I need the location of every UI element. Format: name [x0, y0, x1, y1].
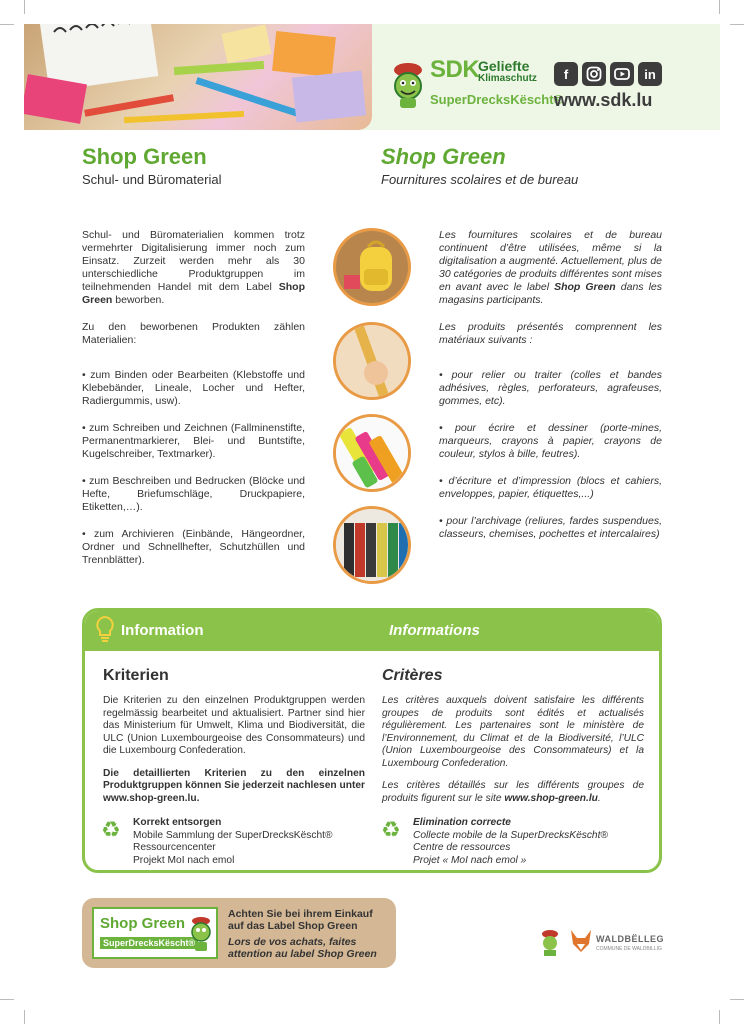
- shop-green-badge: [92, 907, 218, 959]
- fox-icon: [568, 926, 594, 956]
- badge-title: Shop Green: [100, 915, 186, 932]
- lightbulb-icon: [95, 615, 115, 645]
- brand-line1: Geliefte: [478, 58, 530, 74]
- bullet-de: • zum Binden oder Bearbeiten (Klebstoffe und Klebebänder, Lineale, Locher und Hefter, Radiergummis, usw).: [82, 369, 305, 407]
- crop-mark: [24, 1010, 25, 1024]
- ruler-photo: [333, 322, 411, 400]
- bullet-fr: • pour l’archivage (reliures, fardes suspendues, classeurs, chemises, pochettes et intercalaires): [439, 515, 662, 540]
- crop-mark: [0, 24, 14, 25]
- products-intro-de: Zu den beworbenen Produkten zählen Materialien:: [82, 321, 305, 346]
- info-label-de: Information: [121, 622, 204, 639]
- brand-short: SDK: [430, 56, 480, 83]
- criteria-text-fr: Les critères auxquels doivent satisfaire les différents groupes de produits sont édités et actualisés régulièrement. Les partenaires sont le ministère de l’Environnement, du Climat et de la Biodiversité, l’ULC (Union Luxembourgeoise des Consommateurs) et la Luxembourg Confederation. Les critères détaillés sur les différents groupes de produits figurent sur le site www.shop-green.lu.: [382, 695, 644, 804]
- brand-name: SuperDrecksKëscht®: [430, 92, 564, 107]
- backpack-photo: [333, 228, 411, 306]
- commune-sub: COMMUNE DE WALDBILLIG: [596, 946, 662, 952]
- badge-sub: SuperDrecksKëscht®: [100, 937, 198, 949]
- bullet-fr: • pour relier ou traiter (colles et bandes adhésives, règles, perforateurs, agrafeuses, gommes, etc).: [439, 369, 662, 407]
- recycle-icon: ♻: [381, 817, 401, 842]
- label-text-fr: Lors de vos achats, faites attention au label Shop Green: [228, 936, 377, 960]
- bullet-de: • zum Beschreiben und Bedrucken (Blöcke und Hefte, Briefumschläge, Druckpapiere, Etiketten,…).: [82, 475, 305, 513]
- mascot-icon: [188, 915, 214, 953]
- info-label-fr: Informations: [389, 622, 480, 639]
- crop-mark: [719, 0, 720, 14]
- intro-fr: Les fournitures scolaires et de bureau continuent d’être utilisées, même si la digitalisation a augmenté. Actuellement, plus de 30 catégories de produits différentes sont mises en avant avec le label Shop Green dans les magasins participants.: [439, 229, 662, 306]
- subtitle-fr: Fournitures scolaires et de bureau: [381, 172, 579, 187]
- crop-mark: [730, 24, 744, 25]
- criteria-heading-de: Kriterien: [103, 667, 169, 684]
- title-de: Shop Green: [82, 144, 207, 169]
- info-header: [85, 611, 659, 651]
- instagram-icon[interactable]: [582, 62, 606, 86]
- info-box: [82, 608, 662, 873]
- youtube-icon[interactable]: [610, 62, 634, 86]
- criteria-heading-fr: Critères: [382, 667, 443, 684]
- subtitle-de: Schul- und Büromaterial: [82, 172, 222, 187]
- brand-line2: Klimaschutz: [478, 73, 537, 84]
- sdk-mascot-icon: [536, 928, 564, 958]
- column-de: [82, 229, 305, 581]
- website-link[interactable]: www.sdk.lu: [554, 90, 653, 110]
- title-fr: Shop Green: [381, 144, 506, 169]
- crop-mark: [24, 0, 25, 14]
- column-fr: [439, 229, 662, 555]
- disposal-de: Korrekt entsorgen Mobile Sammlung der SuperDrecksKëscht® Ressourcencenter Projekt MoI nach emol: [133, 817, 333, 866]
- crop-mark: [0, 999, 14, 1000]
- bullet-fr: • pour écrire et dessiner (porte-mines, marqueurs, crayons à papier, crayons de couleur, stylos à bille, feutres).: [439, 422, 662, 460]
- facebook-icon[interactable]: f: [554, 62, 578, 86]
- header-photo: [24, 24, 372, 130]
- linkedin-icon[interactable]: in: [638, 62, 662, 86]
- binders-photo: [333, 506, 411, 584]
- criteria-text-de: Die Kriterien zu den einzelnen Produktgruppen werden regelmässig bearbeitet und aktualisiert. Partner sind hier das Ministerium für Umwelt, Klima und Biodiversität, die ULC (Union Luxembourgeoise des Consommateurs) und die Luxembourg Confederation. Die detaillierten Kriterien zu den einzelnen Produktgruppen können Sie jederzeit nachlesen unter www.shop-green.lu.: [103, 695, 365, 804]
- sdk-logo[interactable]: [388, 56, 564, 116]
- mascot-icon: [388, 60, 428, 110]
- label-text-de: Achten Sie bei ihrem Einkauf auf das Label Shop Green: [228, 908, 373, 932]
- markers-photo: [333, 414, 411, 492]
- recycle-icon: ♻: [101, 817, 121, 842]
- products-intro-fr: Les produits présentés comprennent les matériaux suivants :: [439, 321, 662, 346]
- shop-green-label-box: [82, 898, 396, 968]
- crop-mark: [730, 999, 744, 1000]
- disposal-fr: Elimination correcte Collecte mobile de la SuperDrecksKëscht® Centre de ressources Projet « MoI nach emol »: [413, 817, 608, 866]
- commune-name: WALDBËLLEG: [596, 934, 664, 944]
- intro-de: Schul- und Büromaterialien kommen trotz vermehrter Digitalisierung immer noch zum Einsatz. Zurzeit werden mehr als 30 unterschiedliche Produktgruppen im teilnehmenden Handel mit dem Label Shop Green beworben.: [82, 229, 305, 306]
- bullet-de: • zum Archivieren (Einbände, Hängeordner, Ordner und Schnellhefter, Schutzhüllen und Trennblätter).: [82, 528, 305, 566]
- bullet-de: • zum Schreiben und Zeichnen (Fallminenstifte, Permanentmarkierer, Blei- und Buntstifte, Kugelschreiber, Textmarker).: [82, 422, 305, 460]
- crop-mark: [719, 1010, 720, 1024]
- social-links: [554, 62, 662, 86]
- bullet-fr: • d’écriture et d’impression (blocs et cahiers, enveloppes, papier, étiquettes,...): [439, 475, 662, 500]
- partner-logos: [536, 926, 666, 958]
